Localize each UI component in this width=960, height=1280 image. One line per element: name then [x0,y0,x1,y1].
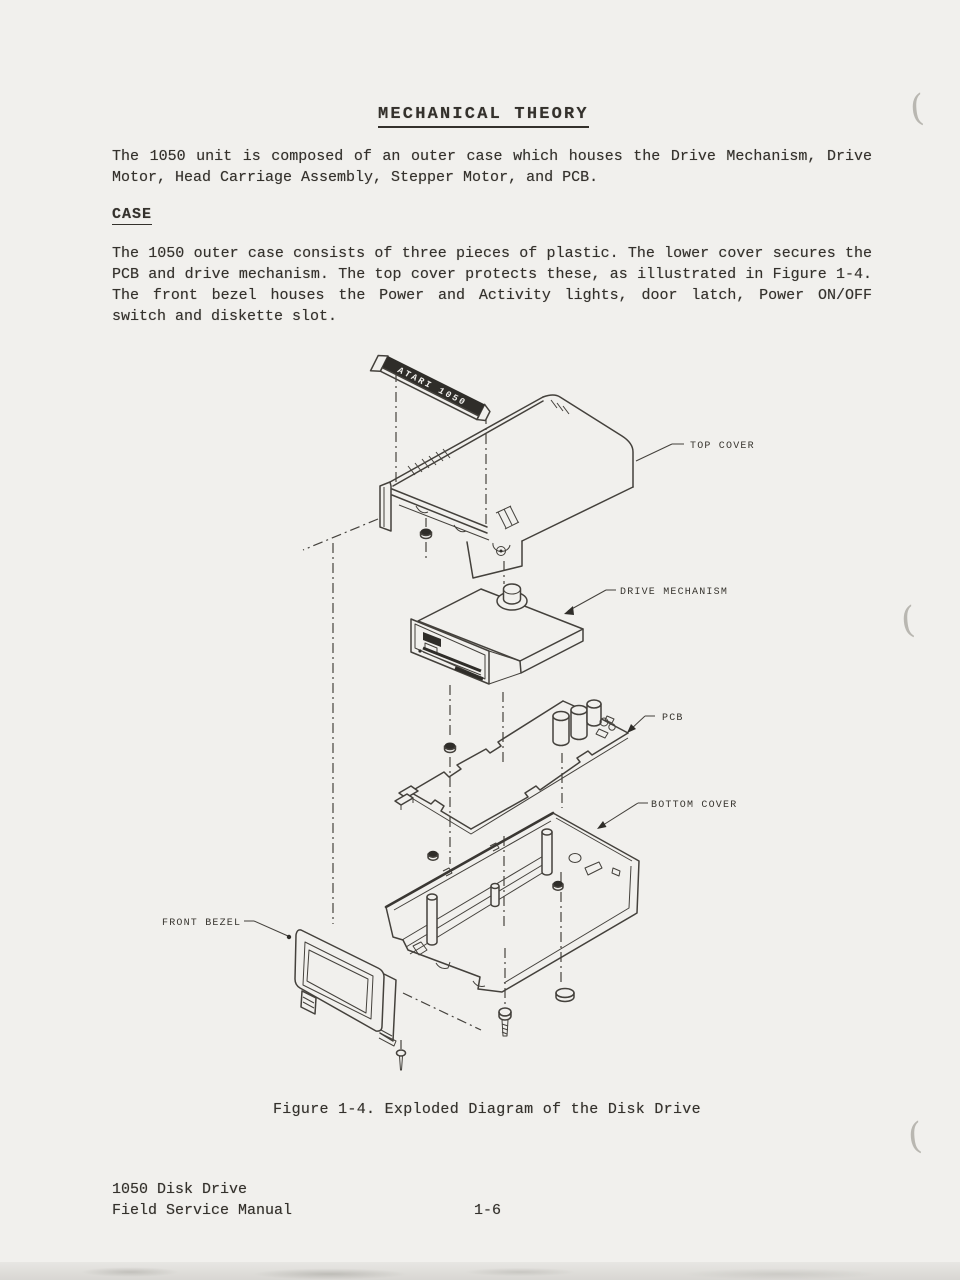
label-bottom-cover: BOTTOM COVER [651,800,738,811]
pcb-drawing [395,700,628,834]
scan-artifact-paren-middle: ( [899,599,917,642]
scan-edge-band [0,1262,960,1280]
figure-caption: Figure 1-4. Exploded Diagram of the Disk Drive [273,1101,701,1118]
scan-artifact-paren-top: ( [908,87,926,130]
front-bezel-drawing [295,930,396,1046]
label-drive-mechanism: DRIVE MECHANISM [620,587,729,598]
label-pcb: PCB [662,713,684,724]
label-front-bezel: FRONT BEZEL [162,918,242,929]
top-cover-drawing [380,395,633,578]
footer-manual: Field Service Manual [112,1202,293,1219]
page-number: 1-6 [474,1202,502,1219]
drive-mechanism-drawing [411,584,583,684]
intro-paragraph: The 1050 unit is composed of an outer case which houses the Drive Mechanism, Drive Motor, Head Carriage Assembly, Stepper Motor, and PCB. [112,148,872,186]
atari-badge-text: ATARI 1050 [395,364,470,409]
page-title: MECHANICAL THEORY [378,105,589,128]
alignment-lines [303,372,562,1049]
atari-badge [371,352,492,427]
section-heading: CASE [112,206,153,223]
scan-artifact-paren-bottom: ( [906,1115,924,1158]
bottom-cover-drawing [386,813,639,992]
case-paragraph: The 1050 outer case consists of three pieces of plastic. The lower cover secures the PCB and drive mechanism. The top cover protects these, as illustrated in Figure 1-4. The front bezel houses the Power and Activity lights, door latch, Power ON/OFF switch and diskette slot. [112,245,872,325]
footer-product: 1050 Disk Drive [112,1181,248,1198]
label-top-cover: TOP COVER [690,441,755,452]
